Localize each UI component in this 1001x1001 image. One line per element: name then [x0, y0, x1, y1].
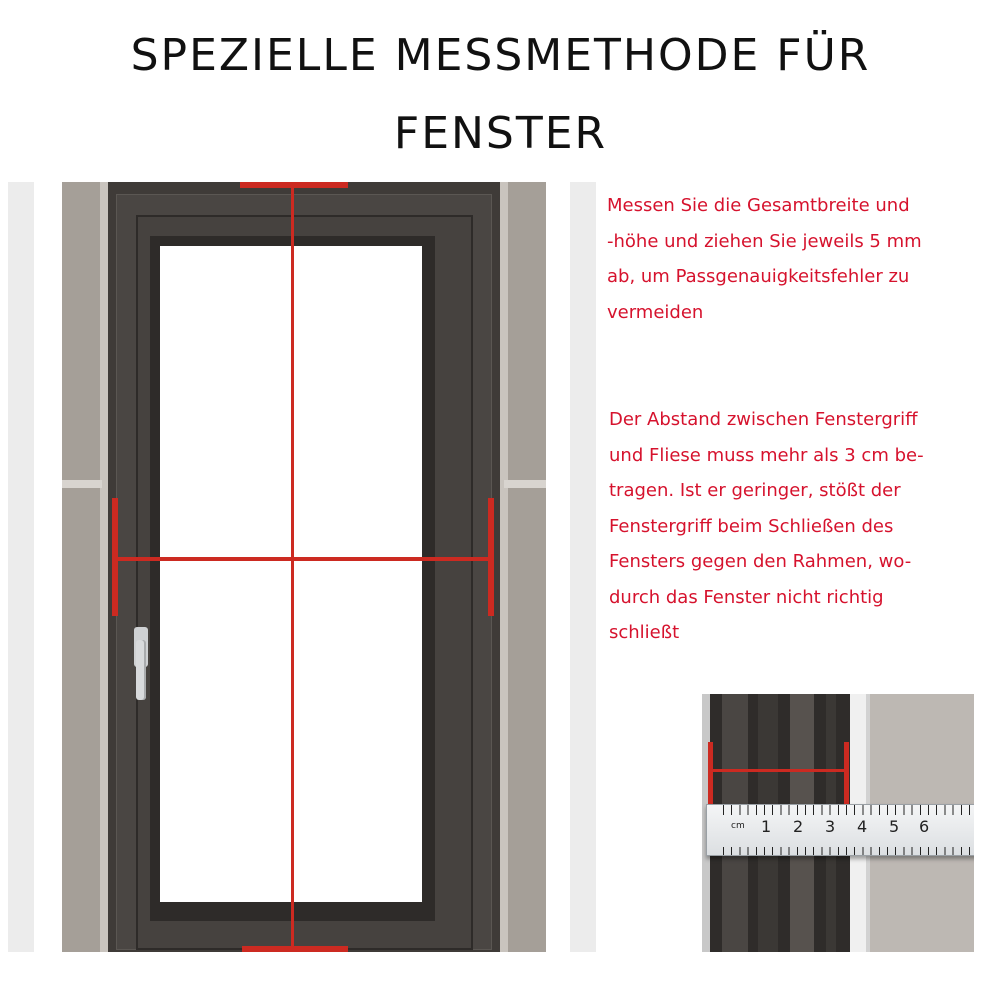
- ruler-ticks-top: [723, 805, 974, 815]
- handle-clearance-note: [609, 402, 924, 651]
- measure-mark-top: [240, 182, 348, 188]
- note-line: Messen Sie die Gesamtbreite und: [607, 195, 910, 216]
- note-line: -höhe und ziehen Sie jeweils 5 mm: [607, 230, 922, 252]
- ruler-number: 5: [889, 817, 900, 836]
- ruler-number: 2: [793, 817, 804, 836]
- reveal-ledge-left: [62, 480, 102, 488]
- ruler-number: 4: [857, 817, 868, 836]
- measure-mark-left: [112, 498, 118, 616]
- measure-mark-right: [488, 498, 494, 616]
- heading-line-1: SPEZIELLE MESSMETHODE FÜR: [130, 30, 871, 81]
- wall-strip-left: [8, 182, 34, 952]
- note-line: Fensters gegen den Rahmen, wo-: [609, 551, 912, 572]
- ruler-number: 1: [761, 817, 772, 836]
- detail-inset: [638, 694, 974, 952]
- inset-measure-mark-left: [708, 742, 713, 804]
- note-line: schließt: [609, 622, 680, 643]
- width-measure-line: [116, 557, 494, 561]
- heading-line-2: FENSTER: [393, 108, 608, 159]
- measuring-tape: [706, 804, 974, 856]
- note-line: ab, um Passgenauigkeitsfehler zu: [607, 266, 910, 287]
- ruler-number: 3: [825, 817, 836, 836]
- note-line: durch das Fenster nicht richtig: [609, 586, 884, 608]
- inset-wall-white: [638, 694, 708, 952]
- note-line: und Fliese muss mehr als 3 cm be-: [609, 444, 924, 466]
- wall-strip-right: [570, 182, 596, 952]
- note-line: Der Abstand zwischen Fenstergriff: [609, 409, 918, 430]
- inset-measure-line: [710, 769, 847, 772]
- ruler-ticks-bottom: [723, 847, 974, 855]
- height-measure-line: [291, 185, 294, 950]
- measurement-note: [607, 188, 922, 330]
- inset-measure-mark-right: [844, 742, 849, 804]
- ruler-unit-label: cm: [731, 821, 745, 831]
- note-line: vermeiden: [607, 301, 704, 323]
- window-handle: [136, 640, 146, 700]
- note-line: tragen. Ist er geringer, stößt der: [609, 480, 901, 501]
- ruler-number: 6: [919, 817, 930, 836]
- reveal-ledge-right: [504, 480, 546, 488]
- measure-mark-bottom: [242, 946, 348, 952]
- note-line: Fenstergriff beim Schließen des: [609, 515, 894, 537]
